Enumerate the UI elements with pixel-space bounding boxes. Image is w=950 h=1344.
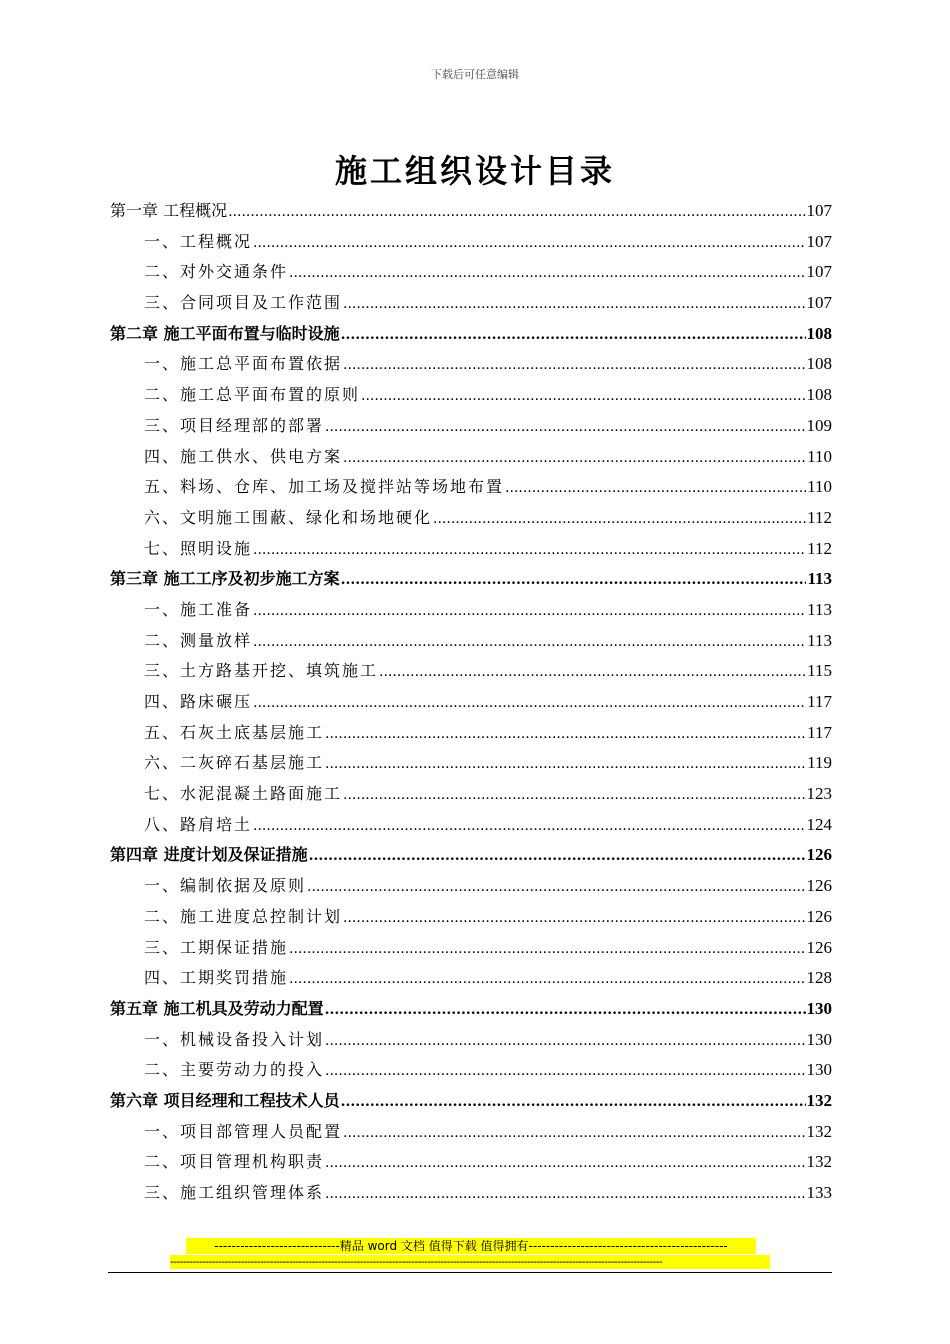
table-of-contents bbox=[110, 196, 832, 1209]
toc-section-row[interactable] bbox=[110, 626, 832, 657]
toc-dot-leader bbox=[325, 1056, 805, 1087]
toc-section-row[interactable] bbox=[110, 902, 832, 933]
toc-page-number: 126 bbox=[806, 845, 832, 865]
toc-entry-label: 二、测量放样 bbox=[144, 630, 253, 650]
toc-entry-label: 五、石灰土底基层施工 bbox=[144, 722, 325, 742]
toc-dot-leader bbox=[361, 381, 805, 412]
toc-chapter-row[interactable] bbox=[110, 1086, 832, 1117]
toc-dot-leader bbox=[343, 780, 805, 811]
toc-entry-label: 三、项目经理部的部署 bbox=[144, 415, 325, 435]
toc-section-row[interactable] bbox=[110, 411, 832, 442]
toc-page-number: 115 bbox=[807, 661, 832, 681]
toc-page-number: 107 bbox=[806, 201, 832, 220]
toc-entry-label: 四、施工供水、供电方案 bbox=[144, 446, 343, 466]
header-note: 下载后可任意编辑 bbox=[431, 68, 519, 81]
toc-section-row[interactable] bbox=[110, 748, 832, 779]
toc-entry-label: 第三章 施工工序及初步施工方案 bbox=[110, 569, 340, 589]
toc-entry-label: 三、工期保证措施 bbox=[144, 937, 289, 957]
toc-page-number: 109 bbox=[806, 415, 832, 435]
toc-section-row[interactable] bbox=[110, 257, 832, 288]
toc-section-row[interactable] bbox=[110, 227, 832, 258]
toc-page-number: 108 bbox=[806, 354, 832, 374]
toc-section-row[interactable] bbox=[110, 810, 832, 841]
toc-dot-leader bbox=[289, 258, 805, 289]
toc-page-number: 133 bbox=[806, 1183, 832, 1202]
toc-entry-label: 一、机械设备投入计划 bbox=[144, 1029, 325, 1049]
toc-page-number: 107 bbox=[806, 293, 832, 313]
toc-section-row[interactable] bbox=[110, 595, 832, 626]
toc-dot-leader bbox=[253, 596, 806, 627]
toc-dot-leader bbox=[325, 1148, 805, 1179]
toc-dot-leader bbox=[341, 320, 806, 351]
toc-section-row[interactable] bbox=[110, 656, 832, 687]
toc-dot-leader bbox=[289, 934, 805, 965]
toc-chapter-row[interactable] bbox=[110, 564, 832, 595]
toc-page-number: 113 bbox=[807, 630, 832, 650]
toc-page-number: 132 bbox=[806, 1152, 832, 1172]
toc-dot-leader bbox=[505, 473, 806, 504]
toc-chapter-row[interactable] bbox=[110, 319, 832, 350]
toc-page-number: 130 bbox=[806, 1060, 832, 1080]
toc-dot-leader bbox=[343, 903, 805, 934]
toc-page-number: 113 bbox=[807, 569, 832, 589]
toc-chapter-row[interactable] bbox=[110, 840, 832, 871]
toc-entry-label: 第五章 施工机具及劳动力配置 bbox=[110, 998, 324, 1018]
toc-page-number: 110 bbox=[807, 446, 832, 466]
toc-page-number: 107 bbox=[806, 262, 832, 282]
toc-entry-label: 一、施工总平面布置依据 bbox=[144, 354, 343, 374]
toc-page-number: 130 bbox=[806, 998, 832, 1018]
toc-dot-leader bbox=[343, 443, 806, 474]
toc-dot-leader bbox=[253, 228, 805, 259]
toc-entry-label: 一、工程概况 bbox=[144, 231, 253, 251]
toc-page-number: 107 bbox=[806, 231, 832, 251]
toc-page-number: 126 bbox=[806, 937, 832, 957]
toc-entry-label: 三、施工组织管理体系 bbox=[144, 1183, 325, 1202]
toc-dot-leader bbox=[433, 504, 806, 535]
toc-page-number: 112 bbox=[807, 507, 832, 527]
toc-section-row[interactable] bbox=[110, 534, 832, 565]
footer-dashes: --------------------------------------------------------------------------------------------------------------------------------------------------------- bbox=[170, 1255, 770, 1269]
toc-section-row[interactable] bbox=[110, 1178, 832, 1209]
toc-entry-label: 六、二灰碎石基层施工 bbox=[144, 753, 325, 773]
toc-dot-leader bbox=[325, 412, 805, 443]
toc-chapter-row[interactable] bbox=[110, 994, 832, 1025]
toc-page-number: 108 bbox=[806, 385, 832, 405]
toc-page-number: 108 bbox=[806, 323, 832, 343]
toc-entry-label: 二、项目管理机构职责 bbox=[144, 1152, 325, 1172]
toc-section-row[interactable] bbox=[110, 963, 832, 994]
footer-rule bbox=[108, 1272, 832, 1273]
toc-entry-label: 七、水泥混凝土路面施工 bbox=[144, 784, 343, 804]
toc-dot-leader bbox=[325, 1026, 805, 1057]
toc-entry-label: 八、路肩培土 bbox=[144, 814, 253, 834]
toc-page-number: 124 bbox=[806, 814, 832, 834]
toc-entry-label: 七、照明设施 bbox=[144, 538, 253, 558]
toc-section-row[interactable] bbox=[110, 288, 832, 319]
toc-page-number: 126 bbox=[806, 906, 832, 926]
toc-section-row[interactable] bbox=[110, 933, 832, 964]
toc-dot-leader bbox=[325, 749, 806, 780]
toc-dot-leader bbox=[289, 964, 805, 995]
toc-entry-label: 四、工期奖罚措施 bbox=[144, 968, 289, 988]
toc-page-number: 128 bbox=[806, 968, 832, 988]
toc-page-number: 132 bbox=[806, 1090, 832, 1110]
footer-banner: -----------------------------精品 word 文档 值得下载 值得拥有---------------------------------------------- bbox=[186, 1238, 756, 1254]
toc-entry-label: 一、施工准备 bbox=[144, 599, 253, 619]
toc-section-row[interactable] bbox=[110, 503, 832, 534]
toc-page-number: 132 bbox=[806, 1121, 832, 1141]
toc-section-row[interactable] bbox=[110, 1055, 832, 1086]
toc-entry-label: 二、施工进度总控制计划 bbox=[144, 906, 343, 926]
toc-section-row[interactable] bbox=[110, 1117, 832, 1148]
toc-entry-label: 四、路床碾压 bbox=[144, 692, 253, 711]
toc-dot-leader bbox=[325, 719, 806, 750]
toc-entry-label: 六、文明施工围蔽、绿化和场地硬化 bbox=[144, 507, 433, 527]
toc-dot-leader bbox=[379, 657, 806, 688]
toc-chapter-row[interactable] bbox=[110, 196, 832, 227]
toc-section-row[interactable] bbox=[110, 380, 832, 411]
toc-dot-leader bbox=[341, 1087, 806, 1118]
toc-dot-leader bbox=[343, 1118, 805, 1149]
toc-entry-label: 一、编制依据及原则 bbox=[144, 876, 307, 896]
toc-page-number: 112 bbox=[807, 538, 832, 558]
toc-page-number: 126 bbox=[806, 876, 832, 896]
toc-dot-leader bbox=[309, 841, 806, 872]
toc-dot-leader bbox=[343, 289, 805, 320]
toc-dot-leader bbox=[253, 811, 805, 842]
toc-entry-label: 五、料场、仓库、加工场及搅拌站等场地布置 bbox=[144, 477, 505, 497]
toc-entry-label: 第一章 工程概况 bbox=[110, 201, 228, 220]
toc-entry-label: 第四章 进度计划及保证措施 bbox=[110, 845, 308, 865]
toc-page-number: 113 bbox=[807, 599, 832, 619]
toc-page-number: 130 bbox=[806, 1029, 832, 1049]
toc-entry-label: 三、土方路基开挖、填筑施工 bbox=[144, 661, 379, 681]
toc-entry-label: 二、主要劳动力的投入 bbox=[144, 1060, 325, 1080]
document-title: 施工组织设计目录 bbox=[334, 152, 615, 190]
toc-dot-leader bbox=[343, 350, 805, 381]
toc-dot-leader bbox=[253, 688, 806, 719]
toc-page-number: 117 bbox=[807, 722, 832, 742]
toc-dot-leader bbox=[341, 565, 807, 596]
toc-entry-label: 第六章 项目经理和工程技术人员 bbox=[110, 1090, 340, 1110]
toc-dot-leader bbox=[253, 535, 806, 566]
toc-page-number: 110 bbox=[807, 477, 832, 497]
toc-section-row[interactable] bbox=[110, 472, 832, 503]
toc-entry-label: 第二章 施工平面布置与临时设施 bbox=[110, 323, 340, 343]
toc-dot-leader bbox=[325, 995, 806, 1026]
toc-section-row[interactable] bbox=[110, 871, 832, 902]
toc-section-row[interactable] bbox=[110, 1025, 832, 1056]
toc-section-row[interactable] bbox=[110, 779, 832, 810]
toc-section-row[interactable] bbox=[110, 718, 832, 749]
toc-section-row[interactable] bbox=[110, 349, 832, 380]
toc-entry-label: 三、合同项目及工作范围 bbox=[144, 293, 343, 313]
toc-page-number: 119 bbox=[807, 753, 832, 773]
toc-dot-leader bbox=[307, 872, 805, 903]
toc-entry-label: 二、施工总平面布置的原则 bbox=[144, 385, 361, 405]
toc-page-number: 117 bbox=[807, 692, 832, 711]
toc-section-row[interactable] bbox=[110, 442, 832, 473]
toc-page-number: 123 bbox=[806, 784, 832, 804]
toc-dot-leader bbox=[325, 1179, 805, 1210]
toc-dot-leader bbox=[228, 197, 805, 228]
toc-entry-label: 二、对外交通条件 bbox=[144, 262, 289, 282]
toc-section-row[interactable] bbox=[110, 1147, 832, 1178]
toc-dot-leader bbox=[253, 627, 806, 658]
toc-entry-label: 一、项目部管理人员配置 bbox=[144, 1121, 343, 1141]
toc-section-row[interactable] bbox=[110, 687, 832, 718]
